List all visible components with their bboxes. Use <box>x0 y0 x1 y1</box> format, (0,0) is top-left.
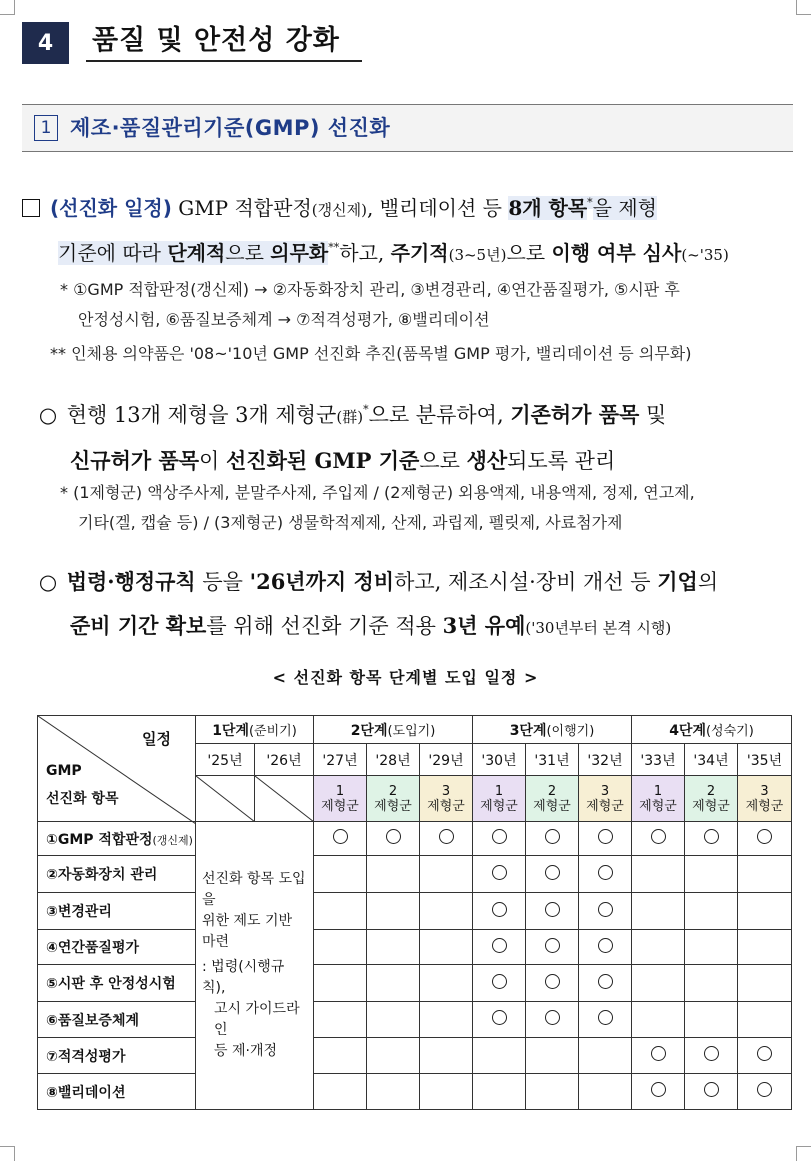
empty-slash-cell <box>196 776 255 822</box>
footnote-1-line1: * ①GMP 적합판정(갱신제) → ②자동화장치 관리, ③변경관리, ④연간품질평가, ⑤시판 후 <box>60 280 680 299</box>
slash-line <box>255 776 314 822</box>
schedule-cell <box>738 965 792 1002</box>
circle-mark-icon <box>545 1010 560 1025</box>
schedule-cell <box>526 965 579 1002</box>
text-produce: 생산 <box>466 448 508 473</box>
text-and-2: 및 <box>639 403 667 427</box>
group-cell: 1 제형군 <box>473 776 526 822</box>
text-company: 기업 <box>657 569 698 594</box>
circle-mark-icon <box>598 829 613 844</box>
schedule-cell <box>314 856 367 893</box>
circle-mark-icon <box>545 938 560 953</box>
table-caption: < 선진화 항목 단계별 도입 일정 > <box>272 668 539 687</box>
group-cell: 2 제형군 <box>685 776 738 822</box>
circle-mark-icon <box>598 865 613 880</box>
schedule-cell <box>685 1038 738 1074</box>
schedule-cell <box>632 1074 685 1110</box>
schedule-cell <box>738 856 792 893</box>
schedule-cell <box>314 965 367 1002</box>
slash-line <box>196 776 255 822</box>
schedule-cell <box>473 893 526 930</box>
text-period: (3~5년) <box>448 246 507 264</box>
schedule-cell <box>685 893 738 930</box>
schedule-cell <box>314 822 367 856</box>
schedule-cell <box>685 1002 738 1038</box>
table-row <box>38 930 792 965</box>
crop-mark-top-right <box>796 0 811 15</box>
corner-items-label: 선진화 항목 <box>46 791 119 807</box>
schedule-cell <box>685 856 738 893</box>
text-new-items: 신규허가 품목 <box>70 448 200 473</box>
circle-mark-icon <box>757 829 772 844</box>
schedule-cell <box>526 1002 579 1038</box>
circle-mark-icon <box>757 1046 772 1061</box>
crop-mark-bottom-right <box>796 1146 811 1161</box>
text-stepwise: 단계적 <box>167 241 226 265</box>
schedule-cell <box>738 893 792 930</box>
text-from-30: ('30년부터 본격 시행) <box>525 619 672 637</box>
text-existing-items: 기존허가 품목 <box>510 402 640 427</box>
text-until: (~'35) <box>681 246 729 264</box>
item-label: ⑦적격성평가 <box>38 1038 196 1074</box>
schedule-cell <box>579 1038 632 1074</box>
schedule-cell <box>367 856 420 893</box>
schedule-cell <box>367 930 420 965</box>
group-cell: 2 제형군 <box>367 776 420 822</box>
footnote-1 <box>60 275 800 335</box>
schedule-cell <box>526 822 579 856</box>
group-cell: 3 제형군 <box>738 776 792 822</box>
year-cell: '25년 <box>196 744 255 776</box>
item-label: ④연간품질평가 <box>38 930 196 965</box>
schedule-cell <box>367 1002 420 1038</box>
circle-mark-icon <box>492 902 507 917</box>
circle-mark-icon <box>333 829 348 844</box>
circle-mark-icon <box>651 829 666 844</box>
table-corner-cell <box>38 716 196 822</box>
schedule-cell <box>632 856 685 893</box>
section-title: 품질 및 안전성 강화 <box>86 20 362 62</box>
schedule-cell <box>473 822 526 856</box>
schedule-cell <box>420 1038 473 1074</box>
schedule-cell <box>579 856 632 893</box>
schedule-cell <box>738 1038 792 1074</box>
schedule-cell <box>314 1038 367 1074</box>
group-cell: 1 제형군 <box>632 776 685 822</box>
schedule-cell <box>314 893 367 930</box>
text-and: 하고, <box>339 241 391 265</box>
year-cell: '30년 <box>473 744 526 776</box>
circle-mark-icon <box>492 865 507 880</box>
table-row <box>38 1038 792 1074</box>
text-periodic: 주기적 <box>390 241 449 265</box>
text-mandatory: 의무화 <box>270 241 329 265</box>
schedule-cell <box>738 1074 792 1110</box>
year-cell: '28년 <box>367 744 420 776</box>
year-cell: '31년 <box>526 744 579 776</box>
circle-mark-icon <box>492 1010 507 1025</box>
schedule-cell <box>526 1038 579 1074</box>
schedule-cell <box>473 856 526 893</box>
table-row <box>38 1002 792 1038</box>
schedule-cell <box>473 930 526 965</box>
circle-mark-icon <box>386 829 401 844</box>
text-formulation: 을 제형 <box>592 196 657 220</box>
circle-mark-icon <box>545 902 560 917</box>
year-cell: '32년 <box>579 744 632 776</box>
circle-mark-icon <box>598 974 613 989</box>
circle-mark-icon <box>651 1082 666 1097</box>
table-row <box>38 1074 792 1110</box>
circle-mark-icon <box>439 829 454 844</box>
crop-mark-top-left <box>0 0 15 15</box>
circle-mark-icon <box>598 938 613 953</box>
schedule-cell <box>579 822 632 856</box>
schedule-cell <box>367 965 420 1002</box>
group-cell: 3 제형군 <box>579 776 632 822</box>
schedule-cell <box>473 1002 526 1038</box>
footnote-3-line2: 기타(겔, 캡슐 등) / (3제형군) 생물학적제제, 산제, 과립제, 펠릿제, 사료첨가제 <box>78 513 623 532</box>
schedule-cell <box>632 822 685 856</box>
schedule-cell <box>632 1038 685 1074</box>
schedule-cell <box>367 1038 420 1074</box>
footnote-mark: * <box>587 196 593 209</box>
text-renewal: (갱신제) <box>311 201 367 219</box>
text-apply: 를 위해 선진화 기준 적용 <box>206 614 443 638</box>
text-audit: 이행 여부 심사 <box>551 241 682 265</box>
corner-schedule-label: 일정 <box>142 730 171 748</box>
text-ro-3: 으로 <box>419 449 467 473</box>
text-prep-period: 준비 기간 확보 <box>70 613 207 638</box>
schedule-cell <box>738 822 792 856</box>
schedule-cell <box>685 930 738 965</box>
bullet-lead: (선진화 일정) <box>50 196 172 220</box>
stage-1-header: 1단계(준비기) <box>196 716 314 744</box>
text-of: 의 <box>697 570 719 594</box>
schedule-cell <box>685 1074 738 1110</box>
circle-mark-icon <box>704 1046 719 1061</box>
schedule-cell <box>632 1002 685 1038</box>
schedule-cell <box>526 893 579 930</box>
schedule-cell <box>420 965 473 1002</box>
circle-bullet-icon: ○ <box>38 403 58 427</box>
item-label: ②자동화장치 관리 <box>38 856 196 893</box>
schedule-cell <box>367 893 420 930</box>
schedule-table <box>37 715 792 1110</box>
item-rows <box>38 822 792 1110</box>
footnote-mark-3: * <box>363 403 369 416</box>
item-label: ①GMP 적합판정(갱신제) <box>38 822 196 856</box>
year-cell: '29년 <box>420 744 473 776</box>
schedule-cell <box>367 1074 420 1110</box>
schedule-cell <box>526 1074 579 1110</box>
text-gmp: GMP 적합판정 <box>171 196 312 220</box>
footnote-3-line1: * (1제형군) 액상주사제, 분말주사제, 주입제 / (2제형군) 외용액제, 내용액제, 정제, 연고제, <box>60 483 695 502</box>
circle-mark-icon <box>545 974 560 989</box>
schedule-cell <box>632 893 685 930</box>
empty-slash-cell <box>255 776 314 822</box>
bullet-regulation <box>36 560 798 650</box>
prep-stage-note: 선진화 항목 도입을 위한 제도 기반 마련 : 법령(시행규칙), 고시 가이드라인 등 제·개정 <box>196 822 314 1110</box>
schedule-cell <box>738 930 792 965</box>
schedule-cell <box>367 822 420 856</box>
schedule-cell <box>420 822 473 856</box>
text-advanced-gmp: 선진화된 GMP 기준 <box>226 448 420 473</box>
schedule-cell <box>473 1074 526 1110</box>
bullet-classification <box>36 388 798 483</box>
subsection-number: 1 <box>34 115 58 141</box>
schedule-cell <box>685 965 738 1002</box>
year-cell: '34년 <box>685 744 738 776</box>
circle-mark-icon <box>492 829 507 844</box>
stage-4-header: 4단계(성숙기) <box>632 716 792 744</box>
schedule-cell <box>579 893 632 930</box>
circle-mark-icon <box>704 1082 719 1097</box>
subsection-title: 제조·품질관리기준(GMP) 선진화 <box>70 116 391 140</box>
schedule-cell <box>420 856 473 893</box>
subsection-header <box>22 104 793 152</box>
item-label: ⑤시판 후 안정성시험 <box>38 965 196 1002</box>
circle-mark-icon <box>704 829 719 844</box>
item-label: ⑥품질보증체계 <box>38 1002 196 1038</box>
schedule-cell <box>314 930 367 965</box>
text-classify: 으로 분류하여, <box>368 403 511 427</box>
schedule-cell <box>420 930 473 965</box>
circle-mark-icon <box>492 938 507 953</box>
text-by-26: '26년까지 정비 <box>249 569 395 594</box>
year-cell: '35년 <box>738 744 792 776</box>
circle-mark-icon <box>492 974 507 989</box>
text-validation: , 밸리데이션 등 <box>366 196 509 220</box>
crop-mark-bottom-left <box>0 1146 15 1161</box>
year-cell: '33년 <box>632 744 685 776</box>
footnote-2: ** 인체용 의약품은 '08~'10년 GMP 선진화 추진(품목별 GMP 평가, 밸리데이션 등 의무화) <box>50 344 692 363</box>
section-number: 4 <box>22 22 69 64</box>
schedule-cell <box>632 930 685 965</box>
bullet-schedule <box>22 184 797 274</box>
text-laws: 법령·행정규칙 <box>66 569 196 594</box>
circle-mark-icon <box>757 1082 772 1097</box>
text-criteria: 기준에 따라 <box>58 241 168 265</box>
stage-3-header: 3단계(이행기) <box>473 716 632 744</box>
text-ro-2: 으로 <box>506 241 552 265</box>
schedule-cell <box>420 1002 473 1038</box>
text-etc: 등을 <box>195 570 250 594</box>
year-cell: '27년 <box>314 744 367 776</box>
year-cell: '26년 <box>255 744 314 776</box>
schedule-cell <box>314 1002 367 1038</box>
text-group-hanja: (群) <box>336 408 364 426</box>
footnote-3 <box>60 478 800 538</box>
schedule-cell <box>632 965 685 1002</box>
circle-mark-icon <box>598 902 613 917</box>
schedule-cell <box>473 1038 526 1074</box>
schedule-cell <box>738 1002 792 1038</box>
circle-mark-icon <box>598 1010 613 1025</box>
text-managed: 되도록 관리 <box>507 449 616 473</box>
table-row <box>38 893 792 930</box>
table-row <box>38 965 792 1002</box>
schedule-cell <box>579 930 632 965</box>
group-cell: 1 제형군 <box>314 776 367 822</box>
footnote-mark-2: ** <box>328 241 340 254</box>
group-cell: 3 제형군 <box>420 776 473 822</box>
stage-2-header: 2단계(도입기) <box>314 716 473 744</box>
schedule-cell <box>420 893 473 930</box>
item-label: ③변경관리 <box>38 893 196 930</box>
table-row <box>38 856 792 893</box>
circle-mark-icon <box>545 829 560 844</box>
schedule-cell <box>685 822 738 856</box>
footnote-1-line2: 안정성시험, ⑥품질보증체계 → ⑦적격성평가, ⑧밸리데이션 <box>78 310 490 329</box>
schedule-cell <box>314 1074 367 1110</box>
circle-bullet-icon-2: ○ <box>38 570 58 594</box>
circle-mark-icon <box>545 865 560 880</box>
schedule-cell <box>579 965 632 1002</box>
text-facilities: 하고, 제조시설·장비 개선 등 <box>394 570 658 594</box>
circle-mark-icon <box>651 1046 666 1061</box>
schedule-cell <box>473 965 526 1002</box>
group-cell: 2 제형군 <box>526 776 579 822</box>
table-row <box>38 822 792 856</box>
text-formulations: 현행 13개 제형을 3개 제형군 <box>66 403 337 427</box>
corner-gmp-label: GMP <box>46 763 82 779</box>
text-i: 이 <box>199 449 226 473</box>
schedule-cell <box>579 1074 632 1110</box>
text-grace: 3년 유예 <box>442 613 526 638</box>
schedule-cell <box>579 1002 632 1038</box>
schedule-cell <box>526 856 579 893</box>
schedule-cell <box>526 930 579 965</box>
text-ro: 으로 <box>225 241 271 265</box>
schedule-cell <box>420 1074 473 1110</box>
item-label: ⑧밸리데이션 <box>38 1074 196 1110</box>
checkbox-bullet-icon <box>22 199 40 217</box>
text-eight-items: 8개 항목 <box>508 196 588 220</box>
